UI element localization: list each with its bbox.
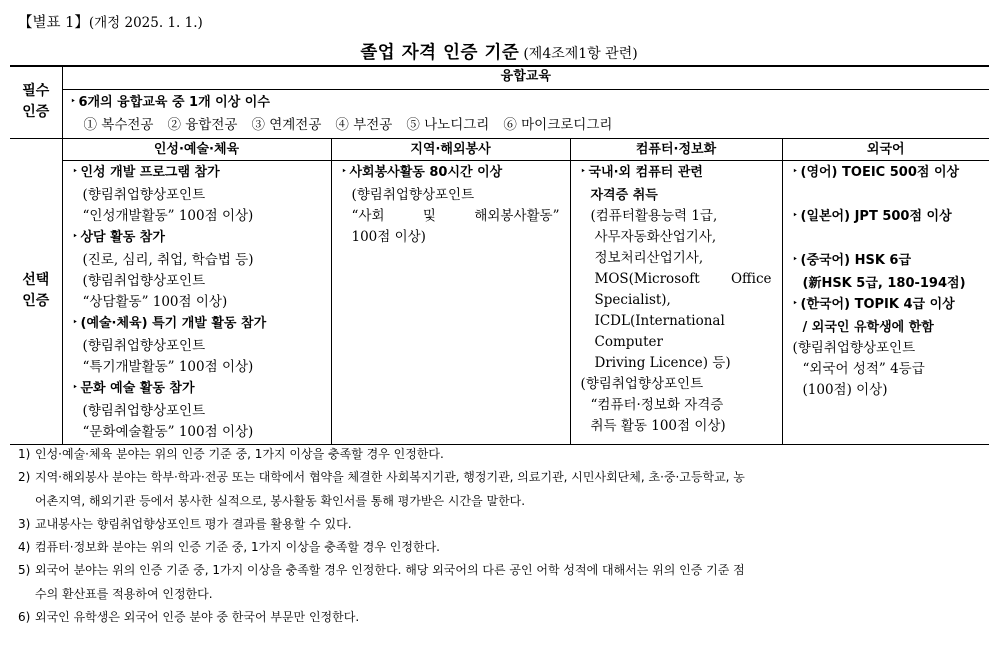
bullet-icon: ‣ (792, 166, 798, 177)
footnote-number: 1) (18, 447, 31, 461)
criteria-title: (新HSK 5급, 180-194점) (802, 275, 966, 291)
criteria-title: (일본어) JPT 500점 이상 (800, 208, 952, 224)
criteria-text: (향림취업향상포인트 (82, 186, 206, 203)
computer-criteria-cell (570, 160, 782, 444)
volunteer-criteria-cell (331, 160, 570, 444)
title-sub: (제4조제1항 관련) (523, 46, 638, 62)
criteria-text: Driving Licence) 등) (594, 354, 731, 371)
row-label-line: 인증 (22, 104, 50, 121)
bullet-icon: ‣ (792, 210, 798, 221)
option-item: ⑤ 나노디그리 (406, 116, 490, 133)
footnote-text: 인성·예술·체육 분야는 위의 인증 기준 중, 1가지 이상을 충족할 경우 인정한다. (35, 447, 444, 461)
footnotes (18, 443, 984, 629)
footnote-number: 5) (18, 563, 31, 578)
footnote-item (18, 466, 984, 513)
criteria-text: 사무자동화산업기사, (594, 228, 717, 245)
criteria-word: Office (730, 270, 772, 287)
footnote-item (18, 559, 984, 606)
bullet-icon: ‣ (72, 231, 78, 242)
criteria-text: “외국어 성적” 4등급 (802, 360, 925, 377)
column-header-volunteer: 지역·해외봉사 (331, 138, 570, 160)
criteria-title: 문화 예술 활동 참가 (80, 380, 195, 396)
annex-number: 【별표 1】 (18, 15, 89, 31)
criteria-text: (향림취업향상포인트 (82, 272, 206, 289)
criteria-title: 인성 개발 프로그램 참가 (80, 164, 220, 180)
criteria-word: “사회 (351, 207, 385, 224)
criteria-text: “상담활동” 100점 이상) (82, 293, 228, 310)
criteria-title: (영어) TOEIC 500점 이상 (800, 164, 960, 180)
criteria-text: (향림취업향상포인트 (792, 339, 916, 356)
footnote-item (18, 606, 984, 629)
required-body-row (10, 89, 989, 138)
column-header-computer: 컴퓨터·정보화 (570, 138, 782, 160)
elective-header-row (10, 138, 989, 160)
footnote-item (18, 536, 984, 559)
language-criteria-cell (782, 160, 989, 444)
required-requirement: 6개의 융합교육 중 1개 이상 이수 (78, 94, 270, 110)
footnote-number: 3) (18, 516, 31, 531)
footnote-item (18, 443, 984, 466)
page-title (0, 39, 998, 64)
criteria-text: (향림취업향상포인트 (580, 375, 704, 392)
criteria-title: (중국어) HSK 6급 (800, 252, 912, 268)
bullet-icon: ‣ (70, 96, 76, 107)
required-requirement-cell (62, 89, 989, 138)
criteria-text: (향림취업향상포인트 (82, 337, 206, 354)
criteria-title: (한국어) TOPIK 4급 이상 (800, 296, 955, 312)
elective-row-label (10, 138, 62, 444)
annex-label (18, 11, 203, 32)
footnote-number: 2) (18, 470, 31, 485)
character-criteria-cell (62, 160, 331, 444)
criteria-title: (예술·체육) 특기 개발 활동 참가 (80, 315, 267, 331)
criteria-text: Specialist), (594, 291, 671, 308)
option-item: ⑥ 마이크로디그리 (503, 116, 613, 133)
bullet-icon: ‣ (72, 317, 78, 328)
column-header-language: 외국어 (782, 138, 989, 160)
criteria-title: 국내·외 컴퓨터 관련 (588, 164, 703, 180)
footnote-text: 컴퓨터·정보화 분야는 위의 인증 기준 중, 1가지 이상을 충족할 경우 인정한다. (35, 540, 440, 555)
title-main: 졸업 자격 인증 기준 (360, 43, 520, 63)
bullet-icon: ‣ (792, 298, 798, 309)
bullet-icon: ‣ (580, 166, 586, 177)
required-row-label (10, 66, 62, 138)
bullet-icon: ‣ (72, 382, 78, 393)
required-options (84, 115, 990, 136)
criteria-text: 취득 활동 100점 이상) (590, 417, 726, 434)
footnote-text: 외국어 분야는 위의 인증 기준 중, 1가지 이상을 충족할 경우 인정한다. 해당 외국어의 다른 공인 어학 성적에 대해서는 위의 인증 기준 점 (35, 563, 745, 578)
criteria-text: “인성개발활동” 100점 이상) (82, 207, 254, 224)
criteria-text: ICDL(International (594, 312, 725, 329)
bullet-icon: ‣ (341, 166, 347, 177)
revision-date: (개정 2025. 1. 1.) (88, 15, 203, 31)
criteria-text: (100점) 이상) (802, 381, 888, 398)
row-label-line: 인증 (22, 293, 50, 309)
footnote-number: 4) (18, 540, 31, 555)
elective-body-row (10, 160, 989, 444)
required-category: 융합교육 (62, 66, 989, 89)
column-header-character: 인성·예술·체육 (62, 138, 331, 160)
row-label-line: 필수 (22, 83, 50, 100)
footnote-text: 교내봉사는 향림취업향상포인트 평가 결과를 활용할 수 있다. (35, 516, 352, 531)
criteria-text: “컴퓨터·정보화 자격증 (590, 396, 724, 413)
footnote-text: 어촌지역, 해외기관 등에서 봉사한 실적으로, 봉사활동 확인서를 통해 평가받은 시간을 말한다. (35, 493, 526, 508)
footnote-text: 외국인 유학생은 외국어 인증 분야 중 한국어 부문만 인정한다. (35, 610, 360, 625)
criteria-text: (컴퓨터활용능력 1급, (590, 207, 718, 224)
footnote-text: 수의 환산표를 적용하여 인정한다. (35, 586, 213, 601)
bullet-icon: ‣ (792, 254, 798, 265)
option-item: ③ 연계전공 (251, 116, 322, 133)
criteria-text: “특기개발활동” 100점 이상) (82, 358, 254, 375)
criteria-text: 정보처리산업기사, (594, 249, 704, 266)
required-header-row (10, 66, 989, 89)
criteria-title: 사회봉사활동 80시간 이상 (349, 164, 503, 180)
criteria-text: “문화예술활동” 100점 이상) (82, 423, 254, 440)
criteria-word: MOS(Microsoft (594, 270, 700, 287)
criteria-title: / 외국인 유학생에 한함 (802, 319, 934, 335)
footnote-item (18, 513, 984, 536)
criteria-text: (향림취업향상포인트 (351, 186, 475, 203)
criteria-text (342, 206, 566, 227)
option-item: ④ 부전공 (335, 116, 393, 133)
criteria-text: (진로, 심리, 취업, 학습법 등) (82, 251, 254, 268)
criteria-text: (향림취업향상포인트 (82, 402, 206, 419)
footnote-text: 지역·해외봉사 분야는 학부·학과·전공 또는 대학에서 협약을 체결한 사회복지기관, 행정기관, 의료기관, 시민사회단체, 초·중·고등학교, 농 (35, 470, 745, 485)
criteria-title: 상담 활동 참가 (80, 229, 165, 245)
criteria-text: 100점 이상) (351, 228, 426, 245)
criteria-text: Computer (594, 333, 663, 350)
criteria-word: 해외봉사활동” (474, 207, 560, 224)
certification-table (10, 65, 989, 445)
criteria-text (581, 269, 778, 290)
option-item: ② 융합전공 (167, 116, 238, 133)
option-item: ① 복수전공 (83, 116, 154, 133)
row-label-line: 선택 (22, 272, 50, 288)
criteria-word: 및 (422, 207, 436, 224)
bullet-icon: ‣ (72, 166, 78, 177)
criteria-title: 자격증 취득 (590, 187, 658, 203)
footnote-number: 6) (18, 610, 31, 625)
